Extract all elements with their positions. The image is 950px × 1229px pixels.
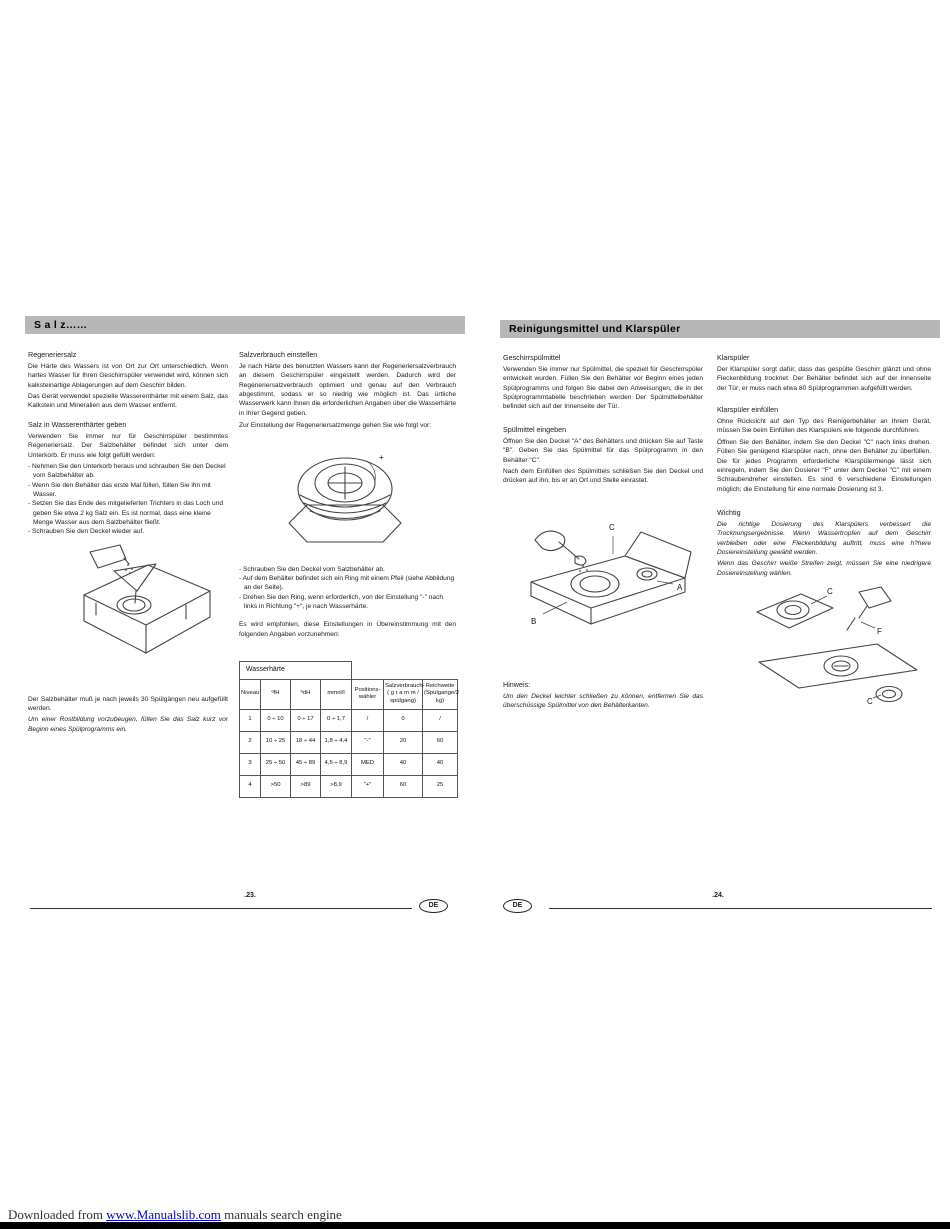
left-page-column-2 [239, 350, 460, 798]
paragraph: Zur Einstellung der Regeneriersalzmenge gehen Sie wie folgt vor: [239, 422, 432, 430]
page-number-left: .23. [244, 892, 256, 899]
heading-klarspueler-einfuellen: Klarspüler einfüllen [717, 405, 779, 415]
bottom-bar [0, 1222, 950, 1229]
paragraph-italic: Die richtige Dosierung des Klarspülers verbessert die Trocknungsergebnisse. Wenn Wassertropfen auf dem Geschirr verbleiben oder eine Fleckenbildung auftritt, muss eine h?here Dosiereinstellung gewählt werden. [717, 520, 931, 557]
rinse-aid-illustration [749, 584, 931, 712]
table-blank-cell [352, 662, 458, 680]
table-row [240, 775, 458, 797]
dispenser-label-a: A [677, 582, 683, 592]
table-cell: 1 [240, 709, 261, 731]
footer-suffix-text: manuals search engine [220, 1207, 342, 1222]
heading-spuelmittel-eingeben: Spülmittel eingeben [503, 424, 567, 434]
table-header-cell: Salzverbrauch- ( g r a m m / spülgang) [384, 679, 423, 709]
section-title: Reinigungsmittel und Klarspüler [509, 323, 681, 335]
heading-klarspueler: Klarspüler [717, 353, 750, 362]
footer-rule-right [549, 908, 932, 909]
paragraph-italic: Um einer Rostbildung vorzubeugen, füllen Sie das Salz kurz vor Beginn eines Spülprogramms ein. [28, 716, 228, 733]
table-cell: 0 ÷ 10 [261, 709, 291, 731]
page-number-right: .24. [712, 892, 724, 899]
table-cell: 20 [384, 731, 423, 753]
table-cell: 3 [240, 753, 261, 775]
table-cell: 10 ÷ 25 [261, 731, 291, 753]
dispenser-label-c: C [609, 522, 615, 532]
heading-regeneriersalz: Regeneriersalz [28, 350, 77, 359]
paragraph: Ohne Rücksicht auf den Typ des Reinigerbehälter an Ihrem Gerät, müssen Sie beim Einfüllen des Klarspülers wie folgende durchführen. [717, 418, 931, 435]
table-cell: 40 [384, 753, 423, 775]
list-item: - Auf dem Behälter befindet sich ein Ring mit einem Pfeil (siehe Abbildung an der Seite). [239, 574, 455, 592]
language-badge-right: DE [503, 899, 532, 913]
table-header-cell: ºfH [261, 679, 291, 709]
section-title: S a l z…… [34, 319, 88, 331]
list-item: - Wenn Sie den Behälter das erste Mal füllen, füllen Sie ihn mit Wasser. [28, 481, 211, 498]
rinse-aid-label-c-bottom: C [867, 697, 873, 707]
table-cell: 60 [384, 775, 423, 797]
footer-prefix-text: Downloaded from [8, 1207, 107, 1222]
language-badge-left: DE [419, 899, 448, 913]
table-cell: 60 [423, 731, 458, 753]
cap-plus-label: + [379, 452, 384, 462]
salt-funnel-illustration [76, 543, 228, 665]
section-title-bar-salz [25, 316, 465, 334]
paragraph-italic: Wenn das Geschirr weiße Streifen zeigt, müssen Sie eine niedrigere Dosiereinstellung wählen. [717, 560, 931, 577]
table-cell: >89 [291, 775, 321, 797]
paragraph: Verwenden Sie immer nur Spülmittel, die speziell für Geschirrspüler entwickelt wurden. Füllen Sie den Behälter vor Beginn eines jeden Spülprogramms und folgen Sie dabei den Anweisungen, die in der Spülprogrammtabelle beschrieben werden Der Spülmittelbehälter befindet sich auf der Innenseite der Tür. [503, 366, 703, 411]
table-cell: 1,8 ÷ 4,4 [321, 731, 352, 753]
table-header-cell: mmol/l [321, 679, 352, 709]
list-item: - Drehen Sie den Ring, wenn erforderlich, von der Einstellung "-" nach links in Richtung "+", je nach Wasserhärte. [239, 593, 444, 610]
table-cell: / [423, 709, 458, 731]
list-item: - Schrauben Sie den Deckel vom Salzbehälter ab. [239, 565, 385, 573]
detergent-dispenser-illustration [517, 512, 703, 640]
right-page-column-1 [503, 353, 703, 712]
list-item: - Setzen Sie das Ende des mitgelieferten Trichters in das Loch und geben Sie etwa 2 kg Salz ein. Es ist normal, dass eine kleine Menge Wasser aus dem Salzbehälter fließt. [28, 500, 223, 527]
table-cell: 25 [423, 775, 458, 797]
paragraph: Öffnen Sie den Deckel "A" des Behälters und drücken Sie auf Taste "B". Geben Sie das Spülmittel für das Spülprogramm in den Behälter "C". [503, 437, 703, 464]
table-header-cell: Positions- wähler [352, 679, 384, 709]
heading-geschirrspuelmittel: Geschirrspülmittel [503, 353, 561, 362]
table-cell: 0 [384, 709, 423, 731]
table-row [240, 709, 458, 731]
right-page-column-2 [717, 353, 931, 712]
table-cell: 40 [423, 753, 458, 775]
left-page-column-1 [28, 350, 228, 736]
paragraph: Der Salzbehälter muß je nach jeweils 30 Spülgängen neu aufgefüllt werden. [28, 695, 228, 713]
table-cell: 2 [240, 731, 261, 753]
table-cell: >8,9 [321, 775, 352, 797]
table-header-cell: Reichweite (Spulgange/2 kg) [423, 679, 458, 709]
heading-salzverbrauch: Salzverbrauch einstellen [239, 350, 318, 359]
paragraph: Nach dem Einfüllen des Spülmittels schließen Sie den Deckel und drücken auf ihn, bis er an Ort und Stelle einrastet. [503, 467, 703, 485]
list-item: - Schrauben Sie den Deckel wieder auf. [28, 528, 145, 536]
footer-rule-left [30, 908, 412, 909]
table-title-row [240, 662, 458, 680]
table-cell: "-" [352, 731, 384, 753]
salt-cap-illustration [283, 445, 456, 559]
table-cell: 45 ÷ 89 [291, 753, 321, 775]
heading-hinweis: Hinweis: [503, 679, 531, 689]
paragraph: Der Klarspüler sorgt dafür, dass das gespülte Geschirr glänzt und ohne Fleckenbildung trocknet. Der Behälter befindet sich auf der Innenseite der Tür; er muss nach etwa 80 Spülprogrammen aufgefüllt werden. [717, 366, 931, 392]
table-header-cell: ºdH [291, 679, 321, 709]
table-row [240, 753, 458, 775]
table-cell: MED [352, 753, 384, 775]
site-footer [8, 1207, 342, 1223]
paragraph: Die Härte des Wassers ist von Ort zur Ort unterschiedlich. Wenn hartes Wasser für Ihren Geschirrspüler verwendet wird, können sich kalksteinartige Ablagerungen auf dem Geschirr bilden. [28, 363, 228, 389]
heading-salz-geben: Salz in Wasserenthärter geben [28, 419, 127, 429]
table-row [240, 731, 458, 753]
paragraph: Je nach Härte des benutzten Wassers kann der Regeneriersalzverbrauch an diesem Geschirrspüler eingestellt werden. Dadurch wird der Regeneriersalzverbrauch optimiert und genau auf den Verbrauch abgestimmt, sodass er so niedrig wie möglich ist. Das ürtliche Wasserwerk kann Ihnen die erforderlichen Angaben über die Wasserhärte in Ihrer Gegend geben. [239, 363, 456, 417]
table-cell: 4 [240, 775, 261, 797]
heading-wichtig: Wichtig [717, 507, 741, 517]
table-cell: 4,5 ÷ 8,9 [321, 753, 352, 775]
table-cell: / [352, 709, 384, 731]
rinse-aid-label-c-top: C [827, 587, 833, 597]
paragraph-italic: Um den Deckel leichter schließen zu können, entfernen Sie das überschüssige Spülmittel von den Behälterkanten. [503, 692, 703, 709]
dispenser-label-b: B [531, 616, 537, 626]
paragraph: Das Gerät verwendet spezielle Wasserenthärter mit einem Salz, das Kalkstein und Mineralien aus dem Wasser entfernt. [28, 393, 228, 410]
paragraph: Öffnen Sie den Behälter, indem Sie den Deckel "C" nach links drehen. Füllen Sie genügend Klarspüler nach, ohne den Behälter zu überfüllen. Die für jedes Programm erforderliche Klarspülermenge lässt sich einregeln, indem Sie den Dosierer "F" unter dem Deckel "C" mit einem Schraubendreher einstellen. Es sind 6 verschiedene Einstellungen möglich; die Einstellung für eine normale Dosierung ist 3. [717, 438, 931, 493]
table-cell: "+" [352, 775, 384, 797]
table-header-cell: Niveau [240, 679, 261, 709]
paragraph: Es wird empfohlen, diese Einstellungen in Übereinstimmung mit den folgenden Angaben vorzunehmen: [239, 621, 456, 638]
water-hardness-table [239, 661, 458, 798]
table-title: Wasserhärte [240, 662, 352, 680]
list-item: - Nehmen Sie den Unterkorb heraus und schrauben Sie den Deckel vom Salzbehälter ab. [28, 462, 226, 480]
table-cell: 0 ÷ 1,7 [321, 709, 352, 731]
table-header-row [240, 679, 458, 709]
manualslib-link[interactable]: www.Manualslib.com [106, 1207, 221, 1222]
rinse-aid-label-f: F [877, 627, 882, 637]
table-cell: 18 ÷ 44 [291, 731, 321, 753]
paragraph: Verwenden Sie immer nur für Geschirrspüler bestimmtes Regeneriersalz. Der Salzbehälter befindet sich unter dem Unterkorb. Er muss wie folgt gefüllt werden: [28, 432, 228, 459]
section-title-bar-reinigungsmittel [500, 320, 940, 338]
table-cell: 25 ÷ 50 [261, 753, 291, 775]
table-cell: 0 ÷ 17 [291, 709, 321, 731]
table-cell: >50 [261, 775, 291, 797]
